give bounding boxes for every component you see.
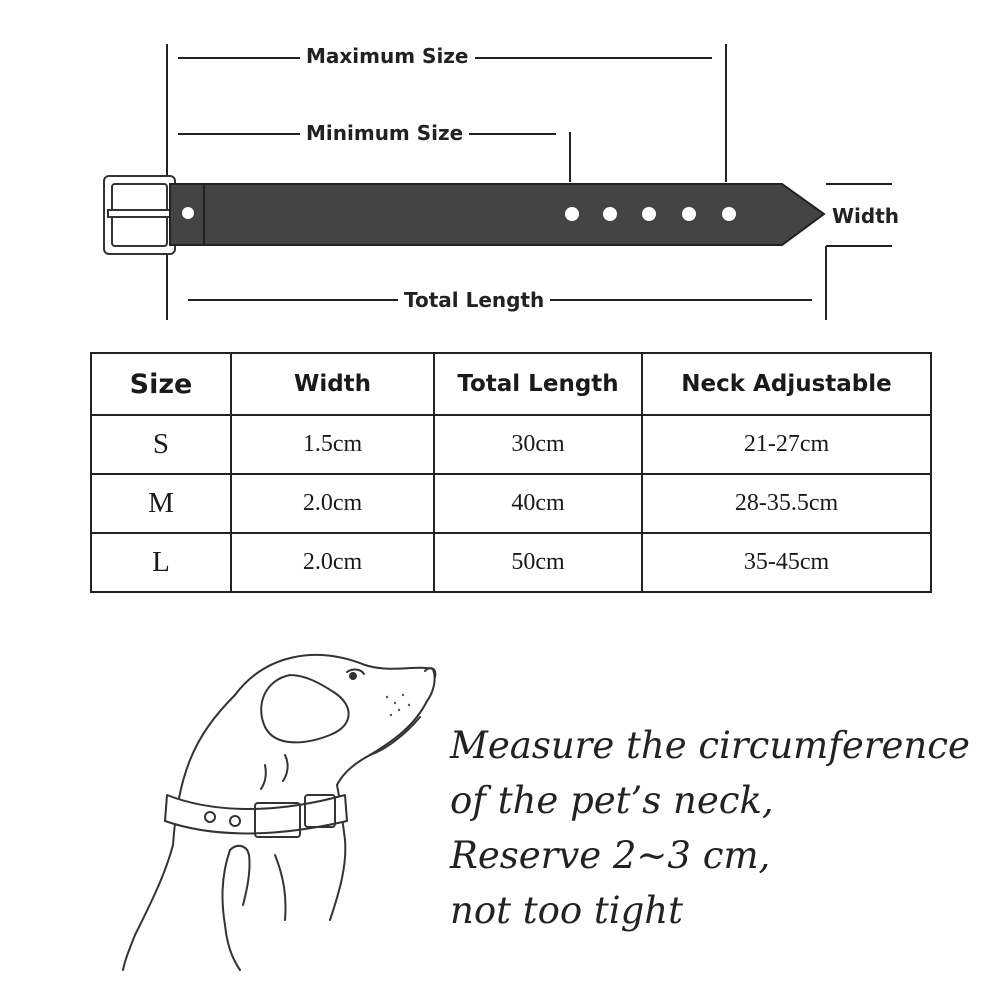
adjust-hole-3 [642,207,656,221]
total-length-cell: 30cm [434,415,642,474]
header-total-length: Total Length [434,353,642,415]
adjust-hole-2 [603,207,617,221]
maximum-size-label: Maximum Size [300,46,475,66]
table-row [91,415,931,474]
measure-instructions [450,718,995,938]
table-row [91,533,931,592]
adjust-hole-4 [682,207,696,221]
size-cell: M [91,474,231,533]
size-table [90,352,932,593]
adjust-hole-5 [722,207,736,221]
total-length-label: Total Length [398,290,550,310]
total-length-cell: 40cm [434,474,642,533]
minimum-size-label: Minimum Size [300,123,469,143]
width-label: Width [826,206,905,226]
width-cell: 1.5cm [231,415,434,474]
neck-cell: 21-27cm [642,415,931,474]
size-cell: L [91,533,231,592]
header-neck-adjustable: Neck Adjustable [642,353,931,415]
neck-cell: 28-35.5cm [642,474,931,533]
width-cell: 2.0cm [231,474,434,533]
header-size: Size [91,353,231,415]
total-length-cell: 50cm [434,533,642,592]
table-header-row [91,353,931,415]
dog-illustration [115,635,455,975]
instruction-line: Reserve 2~3 cm, [450,834,771,877]
header-width: Width [231,353,434,415]
size-cell: S [91,415,231,474]
width-cell: 2.0cm [231,533,434,592]
buckle [104,176,175,254]
buckle-hole [182,207,194,219]
table-row [91,474,931,533]
instruction-line: of the pet’s neck, [450,779,774,822]
adjust-hole-1 [565,207,579,221]
instruction-line: Measure the circumference [450,724,970,767]
neck-cell: 35-45cm [642,533,931,592]
instruction-line: not too tight [450,889,684,932]
